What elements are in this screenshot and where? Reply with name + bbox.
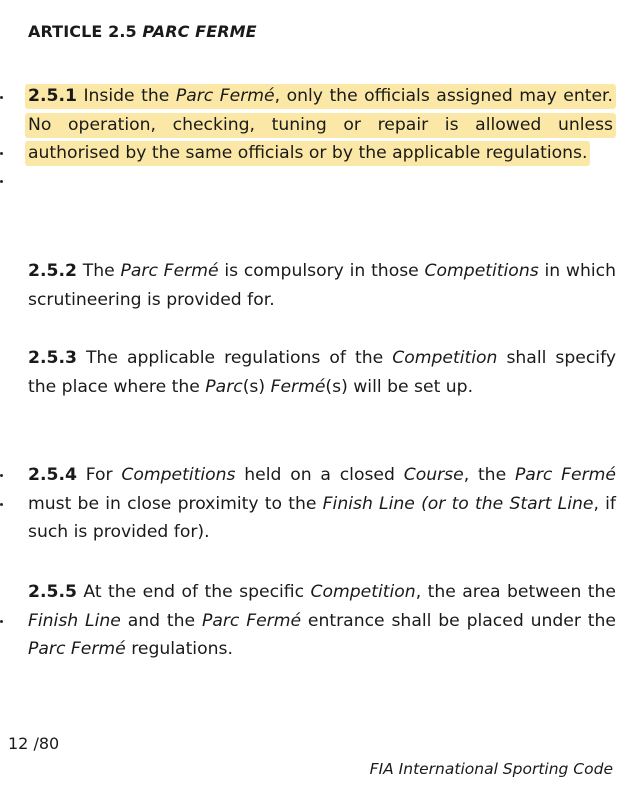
paragraph-fragment: entrance shall be placed under the bbox=[301, 610, 616, 631]
paragraph-fragment: For bbox=[76, 465, 122, 485]
defined-term: Parc Fermé bbox=[175, 86, 275, 106]
paragraph-fragment: , only the officials assigned may enter. No operation, checking, tuning or repair is allowed unless authorised by the same officials or by the applicable regulations. bbox=[28, 86, 613, 163]
paragraph-fragment: is compulsory in those bbox=[218, 261, 425, 281]
margin-bullet bbox=[0, 96, 3, 99]
paragraph-number: 2.5.3 bbox=[28, 348, 77, 368]
defined-term: Parc bbox=[205, 376, 243, 397]
paragraph-fragment: must be in close proximity to the bbox=[28, 493, 323, 514]
article-title-text: PARC FERME bbox=[142, 22, 257, 41]
margin-bullet bbox=[0, 474, 3, 477]
paragraph-fragment: At the end of the specific bbox=[76, 582, 311, 602]
footer-document-title: FIA International Sporting Code bbox=[369, 760, 613, 778]
defined-term: Parc Fermé bbox=[120, 261, 219, 281]
paragraph-fragment: (s) bbox=[242, 376, 271, 397]
defined-term: Parc Fermé bbox=[514, 465, 616, 485]
paragraph-fragment: , if such is provided for). bbox=[28, 493, 616, 542]
paragraph-text bbox=[28, 348, 616, 397]
article-label: ARTICLE 2.5 bbox=[28, 22, 137, 41]
article-heading bbox=[28, 22, 257, 41]
defined-term: Competition bbox=[310, 582, 416, 602]
defined-term: Competition bbox=[392, 348, 498, 368]
margin-bullet bbox=[0, 620, 3, 623]
paragraph-text bbox=[28, 261, 616, 310]
paragraph-text bbox=[28, 582, 616, 659]
paragraph-2-5-4 bbox=[28, 461, 616, 547]
defined-term: Competitions bbox=[424, 261, 539, 281]
paragraph-fragment: held on a closed bbox=[235, 465, 404, 485]
paragraph-number: 2.5.4 bbox=[28, 465, 77, 485]
paragraph-fragment: shall specify the place where the bbox=[28, 348, 616, 397]
defined-term: Parc Fermé bbox=[28, 639, 126, 659]
paragraph-number: 2.5.2 bbox=[28, 261, 77, 281]
paragraph-fragment: , the bbox=[463, 465, 515, 485]
paragraph-text bbox=[28, 465, 616, 542]
paragraph-fragment: The bbox=[76, 261, 121, 281]
defined-term: Fermé bbox=[270, 376, 326, 397]
paragraph-fragment: regulations. bbox=[125, 639, 233, 659]
margin-bullet bbox=[0, 503, 3, 506]
paragraph-fragment: Inside the bbox=[76, 86, 176, 106]
paragraph-number: 2.5.5 bbox=[28, 582, 77, 602]
paragraph-fragment: in which scrutineering is provided for. bbox=[28, 261, 616, 310]
paragraph-2-5-2 bbox=[28, 257, 616, 314]
paragraph-fragment: The applicable regulations of the bbox=[76, 348, 393, 368]
paragraph-2-5-3 bbox=[28, 344, 616, 401]
paragraph-text bbox=[25, 84, 616, 166]
paragraph-fragment: (s) will be set up. bbox=[325, 376, 474, 397]
defined-term: Competitions bbox=[121, 465, 236, 485]
paragraph-2-5-5 bbox=[28, 578, 616, 664]
page-number: 12 /80 bbox=[8, 734, 60, 753]
defined-term: Finish Line bbox=[28, 610, 121, 631]
margin-bullet bbox=[0, 180, 3, 183]
paragraph-2-5-1 bbox=[28, 82, 616, 168]
defined-term: Finish Line (or to the Start Line bbox=[322, 493, 594, 514]
paragraph-number: 2.5.1 bbox=[28, 86, 77, 106]
paragraph-fragment: , the area between the bbox=[415, 582, 616, 602]
margin-bullet bbox=[0, 152, 3, 155]
defined-term: Course bbox=[403, 465, 464, 485]
defined-term: Parc Fermé bbox=[201, 610, 302, 631]
paragraph-fragment: and the bbox=[120, 610, 202, 631]
